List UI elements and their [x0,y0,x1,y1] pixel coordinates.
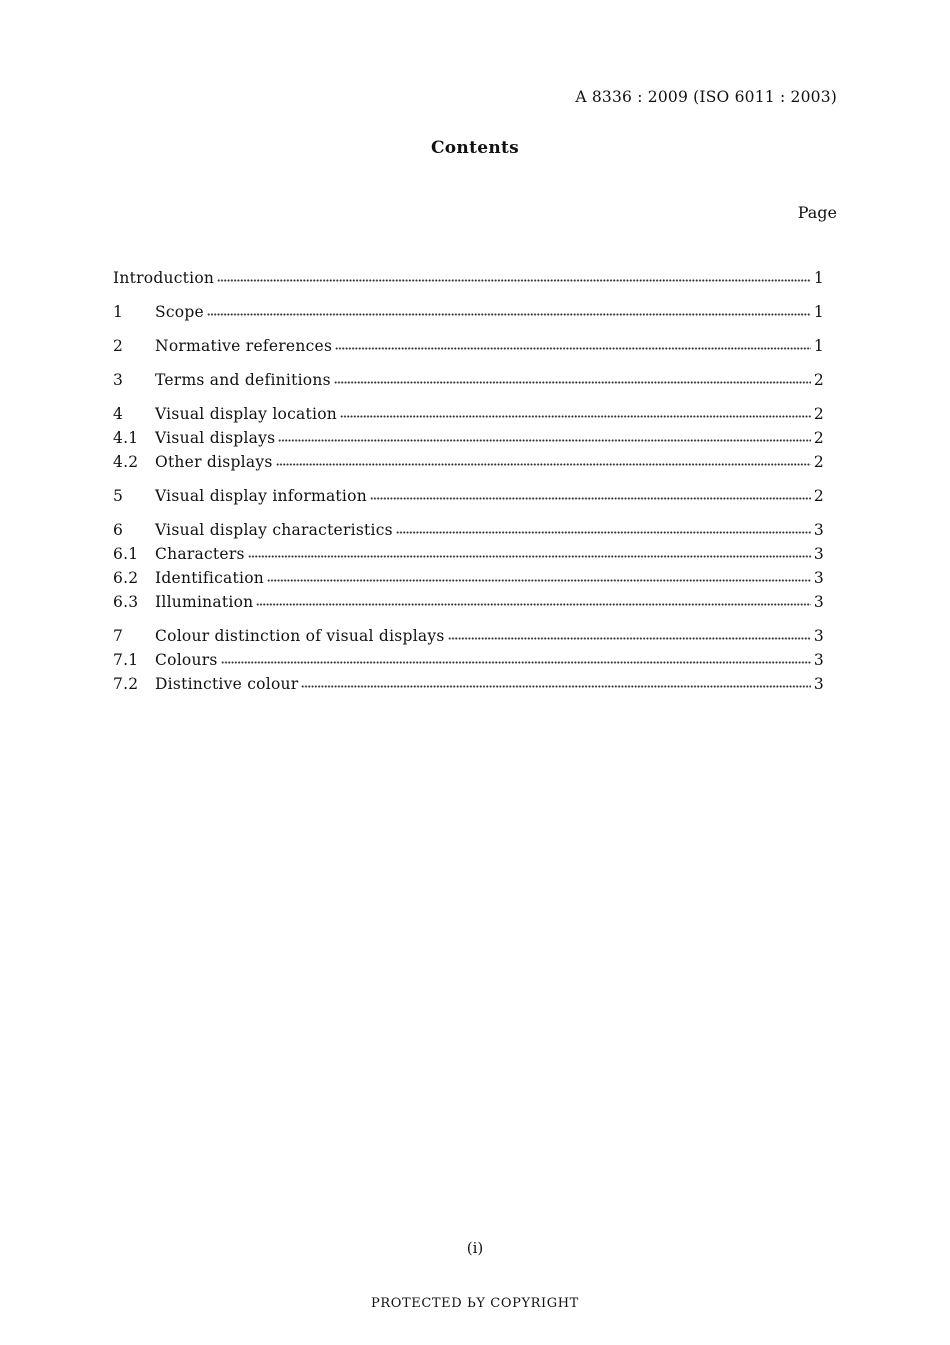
toc-entry-page: 2 [813,371,824,389]
dot-leader [276,459,811,466]
toc-entry-visual-display-characteristics[interactable] [113,518,824,542]
toc-entry-other-displays[interactable] [113,450,824,474]
toc-entry-title: Scope [155,303,204,321]
toc-entry-number: 2 [113,337,124,355]
contents-heading: Contents [430,138,520,158]
toc-entry-number: 4.1 [113,429,139,447]
page-column-label: Page [797,203,837,222]
dot-leader [396,527,811,534]
page-number: (i) [466,1239,484,1257]
dot-leader [207,309,811,316]
toc-entry-title: Normative references [155,337,333,355]
dot-leader [221,657,811,664]
toc-entry-page: 3 [813,627,824,645]
toc-entry-page: 3 [813,521,824,539]
toc-entry-number: 7.1 [113,651,139,669]
copyright-footer: PROTECTED ЬY COPYRIGHT [371,1296,579,1311]
toc-entry-number: 1 [113,303,124,321]
toc-entry-number: 6.3 [113,593,139,611]
toc-entry-number: 7 [113,627,124,645]
toc-entry-colour-distinction[interactable] [113,624,824,648]
toc-entry-illumination[interactable] [113,590,824,614]
toc-entry-title: Characters [155,545,245,563]
toc-entry-title: Terms and definitions [155,371,331,389]
toc-entry-page: 3 [813,651,824,669]
toc-entry-title: Distinctive colour [155,675,299,693]
dot-leader [301,681,810,688]
dot-leader [267,575,811,582]
toc-entry-colours[interactable] [113,648,824,672]
toc-entry-title: Illumination [155,593,254,611]
toc-entry-title: Colours [155,651,218,669]
dot-leader [334,377,811,384]
toc-entry-title: Colour distinction of visual displays [155,627,445,645]
toc-entry-visual-display-location[interactable] [113,402,824,426]
toc-entry-number: 6.2 [113,569,139,587]
dot-leader [256,599,810,606]
toc-entry-number: 4.2 [113,453,139,471]
toc-entry-number: 4 [113,405,124,423]
dot-leader [217,275,811,282]
toc-entry-normative-references[interactable] [113,334,824,358]
toc-entry-characters[interactable] [113,542,824,566]
toc-entry-page: 3 [813,569,824,587]
toc-entry-page: 3 [813,545,824,563]
toc-entry-page: 2 [813,429,824,447]
dot-leader [448,633,811,640]
toc-entry-title: Identification [155,569,265,587]
toc-entry-page: 3 [813,593,824,611]
toc-entry-page: 2 [813,405,824,423]
toc-entry-identification[interactable] [113,566,824,590]
toc-entry-number: 6 [113,521,124,539]
toc-entry-page: 1 [813,337,824,355]
toc-entry-page: 1 [813,269,824,287]
toc-entry-terms-and-definitions[interactable] [113,368,824,392]
toc-entry-title: Visual display location [155,405,338,423]
dot-leader [278,435,811,442]
toc-entry-number: 7.2 [113,675,139,693]
toc-entry-page: 2 [813,487,824,505]
toc-entry-distinctive-colour[interactable] [113,672,824,696]
toc-entry-title: Visual displays [155,429,276,447]
toc-entry-page: 3 [813,675,824,693]
toc-entry-page: 2 [813,453,824,471]
toc-entry-visual-display-information[interactable] [113,484,824,508]
dot-leader [248,551,811,558]
dot-leader [335,343,811,350]
toc-entry-number: 3 [113,371,124,389]
toc-entry-introduction[interactable] [113,266,824,290]
dot-leader [370,493,811,500]
table-of-contents [113,266,824,696]
toc-entry-visual-displays[interactable] [113,426,824,450]
toc-entry-number: 5 [113,487,124,505]
toc-entry-page: 1 [813,303,824,321]
toc-entry-number: 6.1 [113,545,139,563]
toc-entry-title: Visual display characteristics [155,521,393,539]
dot-leader [340,411,811,418]
toc-entry-title: Visual display information [155,487,367,505]
document-reference: A 8336 : 2009 (ISO 6011 : 2003) [575,88,837,106]
toc-entry-scope[interactable] [113,300,824,324]
toc-entry-title: Introduction [113,269,215,287]
toc-entry-title: Other displays [155,453,273,471]
